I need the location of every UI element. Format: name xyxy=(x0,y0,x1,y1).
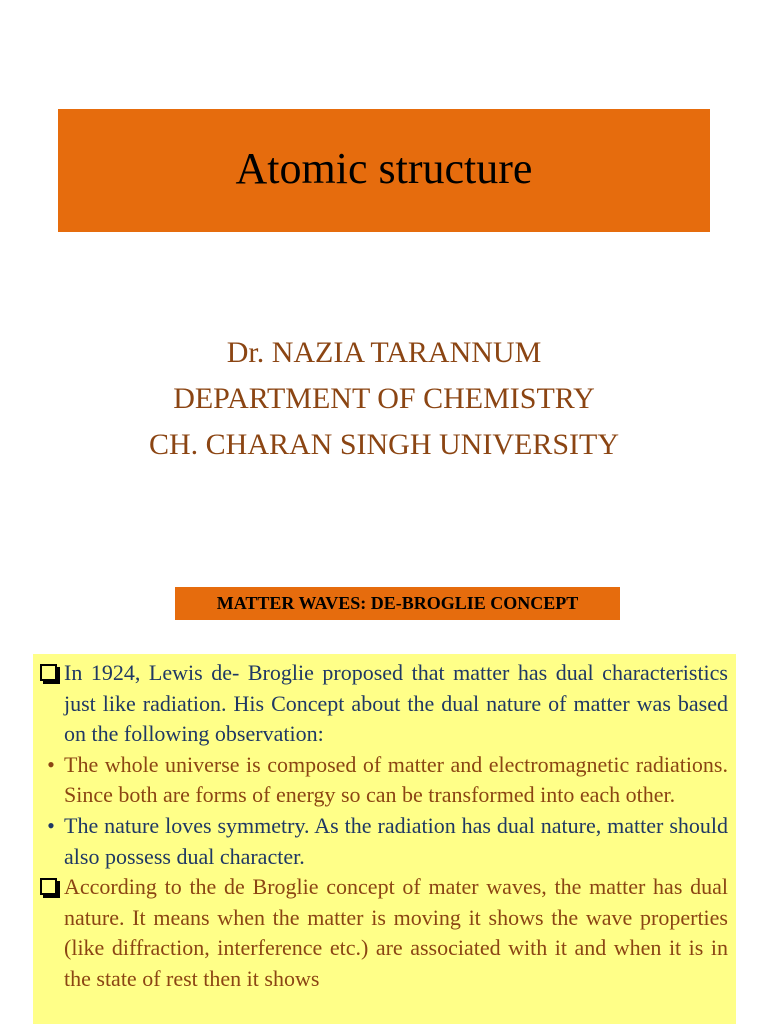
author-university: CH. CHARAN SINGH UNIVERSITY xyxy=(148,428,619,461)
page-title: Atomic structure xyxy=(235,144,533,193)
bullet-item-2 xyxy=(33,811,736,872)
paragraph-2-text: According to the de Broglie concept of mater waves, the matter has dual nature. It means when the matter is moving it shows the wave properties (like diffraction, interference etc.) are associated with it and when it is in the state of rest then it shows xyxy=(64,874,728,991)
section-heading: MATTER WAVES: DE-BROGLIE CONCEPT xyxy=(175,587,620,620)
title-banner xyxy=(58,109,710,232)
checkbox-bullet-icon xyxy=(40,878,57,895)
bullet-item-1 xyxy=(33,750,736,811)
paragraph-1 xyxy=(33,658,736,750)
author-block xyxy=(0,330,768,468)
bullet-icon: • xyxy=(47,812,55,838)
paragraph-1-text: In 1924, Lewis de- Broglie proposed that matter has dual characteristics just like radiation. His Concept about the dual nature of matter was based on the following observation: xyxy=(64,660,728,747)
checkbox-bullet-icon xyxy=(40,664,57,681)
author-name: Dr. NAZIA TARANNUM xyxy=(226,336,542,369)
paragraph-2 xyxy=(33,872,736,994)
bullet-icon: • xyxy=(47,751,55,777)
bullet-item-2-text: The nature loves symmetry. As the radiation has dual nature, matter should also possess dual character. xyxy=(64,812,728,869)
author-department: DEPARTMENT OF CHEMISTRY xyxy=(173,382,595,415)
content-box xyxy=(33,654,736,1024)
bullet-item-1-text: The whole universe is composed of matter and electromagnetic radiations. Since both are forms of energy so can be transformed into each other. xyxy=(64,751,728,808)
